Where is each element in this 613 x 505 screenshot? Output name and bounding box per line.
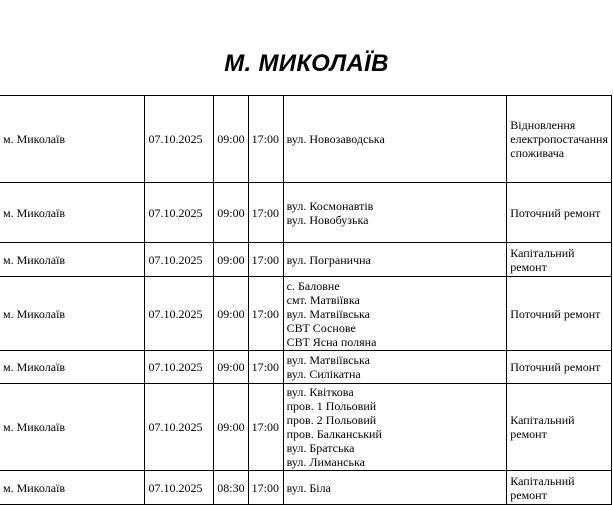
streets-cell [283,183,507,243]
city-cell: м. Миколаїв [0,277,145,351]
end-time-cell: 17:00 [248,243,283,277]
work-type-line: Капітальний [510,413,575,427]
street-line: пров. Балканський [286,427,382,441]
work-type-line: Поточний ремонт [510,360,601,374]
table-row [0,243,612,277]
streets-cell [283,384,507,471]
table-row [0,183,612,243]
street-line: вул. Братська [286,441,355,455]
city-cell: м. Миколаїв [0,243,145,277]
work-type-cell [507,277,612,351]
end-time-cell: 17:00 [248,384,283,471]
table-row [0,351,612,384]
date-cell: 07.10.2025 [145,471,214,505]
page-title: М. МИКОЛАЇВ [224,50,389,77]
streets-cell [283,243,507,277]
end-time-cell: 17:00 [248,351,283,384]
table-row [0,277,612,351]
city-cell: м. Миколаїв [0,96,145,183]
start-time-cell: 09:00 [214,96,248,183]
streets-cell [283,277,507,351]
date-cell: 07.10.2025 [145,96,214,183]
work-type-cell [507,351,612,384]
streets-cell [283,471,507,505]
streets-cell [283,351,507,384]
end-time-cell: 17:00 [248,277,283,351]
street-line: смт. Матвіївка [286,292,360,307]
outage-schedule-table [0,95,612,505]
work-type-line: ремонт [510,487,547,502]
date-cell: 07.10.2025 [145,277,214,351]
start-time-cell: 09:00 [214,384,248,471]
date-cell: 07.10.2025 [145,384,214,471]
street-line: пров. 1 Польовий [286,399,377,413]
street-line: вул. Матвіївська [286,353,370,367]
street-line: вул. Біла [286,480,331,495]
street-line: с. Баловне [286,278,340,293]
date-cell: 07.10.2025 [145,183,214,243]
work-type-line: ремонт [510,427,547,441]
start-time-cell: 09:00 [214,183,248,243]
street-line: вул. Квіткова [286,385,354,399]
street-line: вул. Космонавтів [286,198,374,213]
start-time-cell: 09:00 [214,277,248,351]
street-line: СВТ Ясна поляна [286,334,377,349]
city-cell: м. Миколаїв [0,351,145,384]
table-row [0,384,612,471]
city-cell: м. Миколаїв [0,183,145,243]
street-line: СВТ Соснове [286,320,356,335]
work-type-cell [507,243,612,277]
work-type-line: Поточний ремонт [510,205,601,220]
work-type-line: Поточний ремонт [510,306,601,321]
street-line: вул. Матвіївська [286,306,370,321]
street-line: вул. Лиманська [286,455,365,469]
street-line: пров. 2 Польовий [286,413,377,427]
street-line: вул. Новобузька [286,212,369,227]
table-row [0,471,612,505]
date-cell: 07.10.2025 [145,243,214,277]
street-line: вул. Силікатна [286,367,361,381]
work-type-line: Відновлення [510,118,576,132]
work-type-line: електропостачання [510,132,608,146]
street-line: вул. Погранична [286,252,371,267]
start-time-cell: 09:00 [214,243,248,277]
work-type-line: споживача [510,146,565,160]
work-type-line: ремонт [510,259,547,274]
table-row [0,96,612,183]
city-cell: м. Миколаїв [0,384,145,471]
work-type-cell [507,183,612,243]
work-type-cell [507,384,612,471]
work-type-line: Капітальний [510,245,575,260]
end-time-cell: 17:00 [248,471,283,505]
work-type-cell [507,96,612,183]
streets-cell [283,96,507,183]
end-time-cell: 17:00 [248,183,283,243]
city-cell: м. Миколаїв [0,471,145,505]
work-type-cell [507,471,612,505]
start-time-cell: 08:30 [214,471,248,505]
end-time-cell: 17:00 [248,96,283,183]
start-time-cell: 09:00 [214,351,248,384]
work-type-line: Капітальний [510,473,575,488]
date-cell: 07.10.2025 [145,351,214,384]
street-line: вул. Новозаводська [286,132,385,146]
